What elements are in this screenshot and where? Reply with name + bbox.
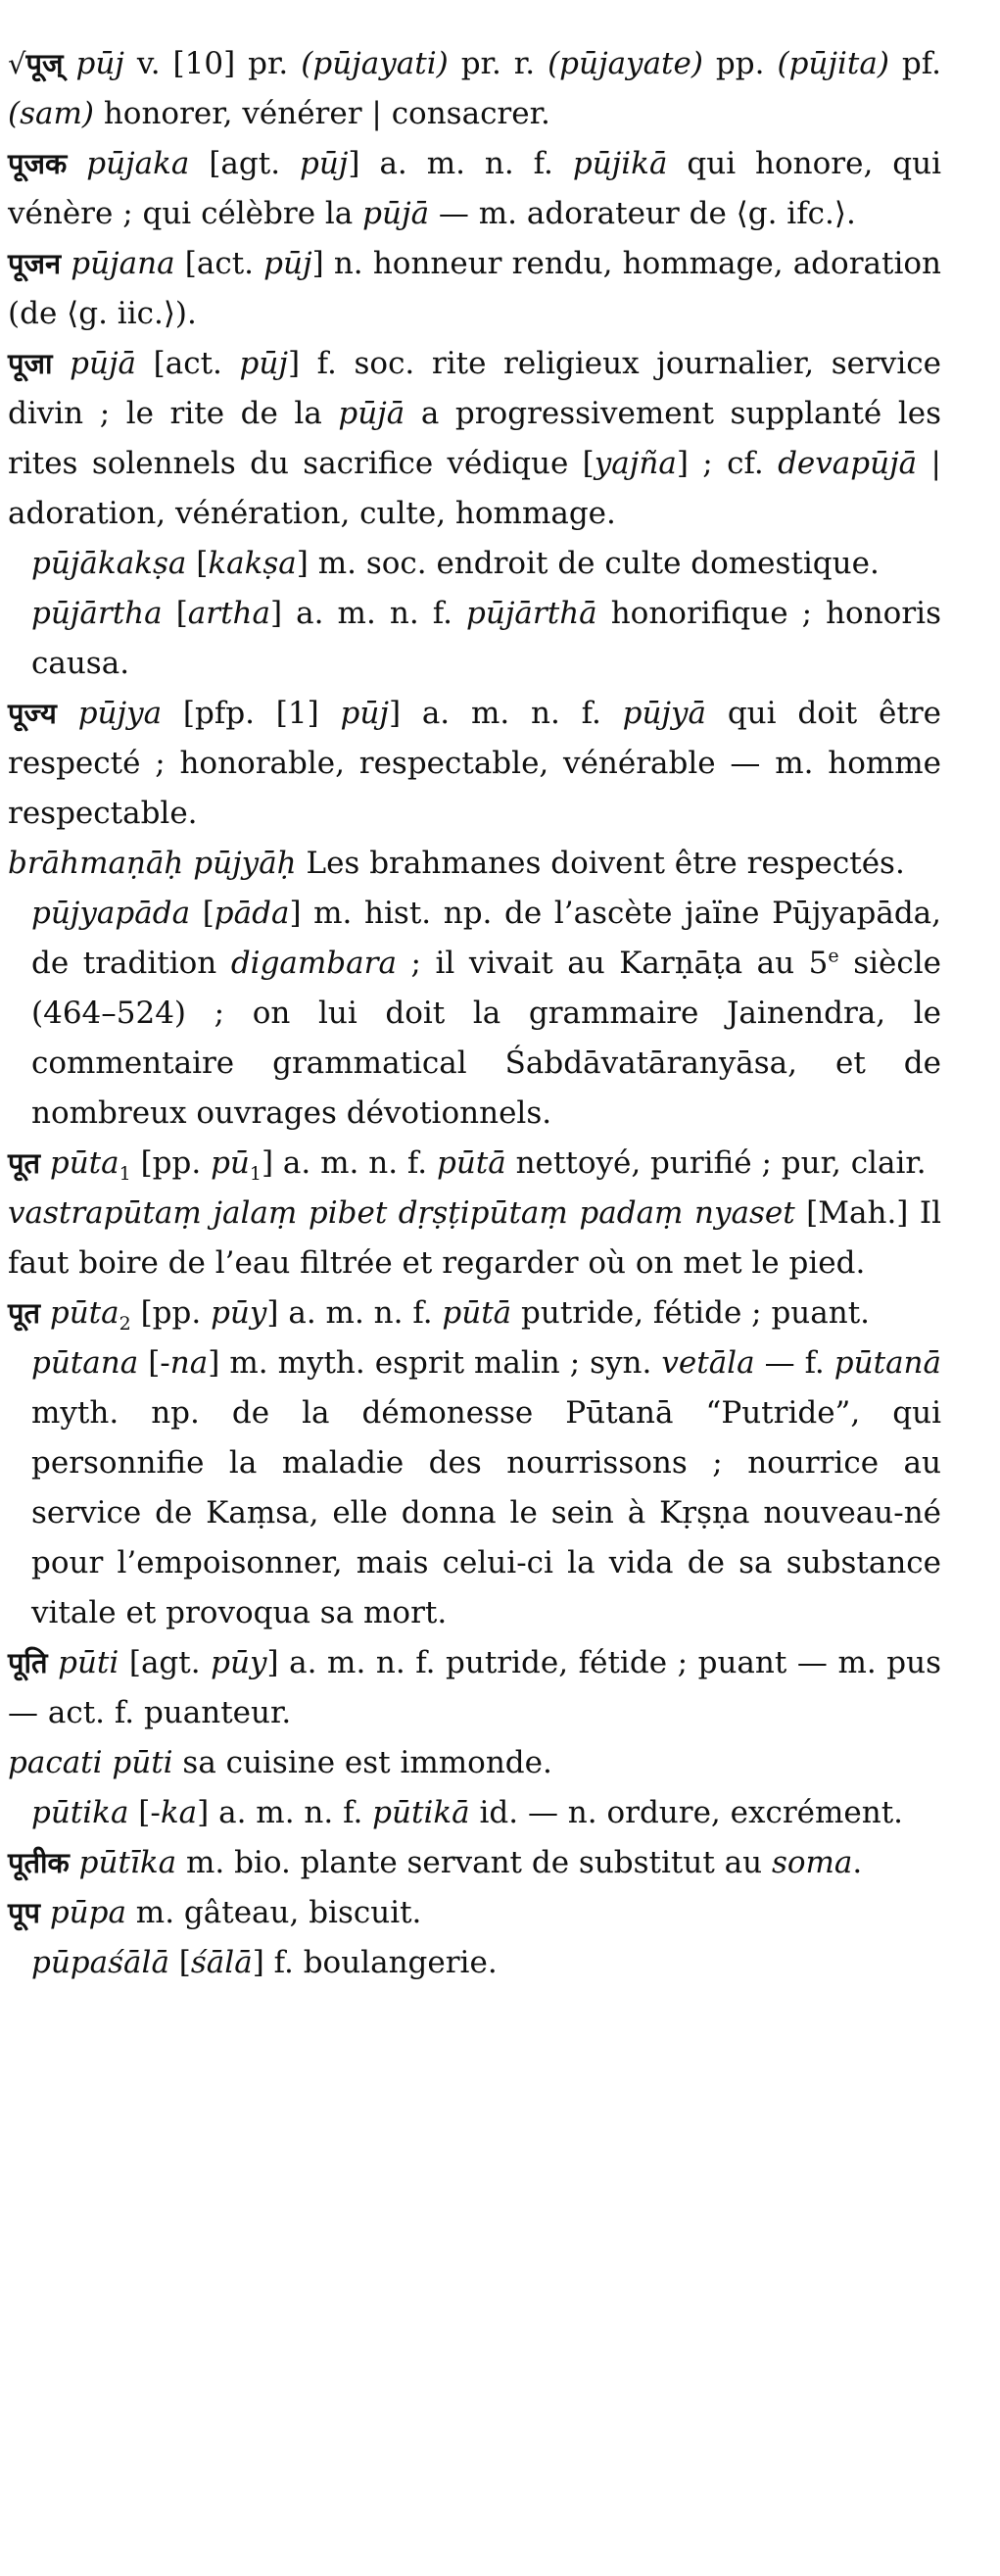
dictionary-entry-puta1	[8, 1139, 941, 1189]
italic-text: yajña	[594, 446, 677, 481]
entry-text	[40, 1895, 50, 1930]
entry-text	[48, 1645, 59, 1680]
italic-text: pūjārthā	[466, 596, 597, 631]
entry-text: id. — n. ordure, excrément.	[469, 1795, 904, 1830]
italic-text: pūj	[263, 246, 312, 281]
entry-text: ] f. soc. rite religieux journalier, service divin ; le rite de la	[8, 346, 941, 431]
entry-text: ] a. m. n. f. putride, fétide ; puant — m. pus — act. f. puanteur.	[8, 1645, 941, 1730]
dictionary-entry-putana	[8, 1338, 941, 1638]
root-sign-icon: √	[8, 47, 26, 80]
dictionary-entry-pujakaksa	[8, 539, 941, 589]
homonym-index: 2	[119, 1313, 131, 1336]
entry-text: [	[186, 546, 209, 581]
entry-text: v. [10] pr.	[123, 46, 302, 81]
entry-text: myth. np. de la démonesse Pūtanā “Putride”, qui personnifie la maladie des nourrissons ; nourrice au service de Kaṃsa, elle donna le sein à Kṛṣṇa nouveau-né pour l’empoisonner, mais celui-ci la vida de sa substance vitale et provoqua sa mort.	[31, 1395, 941, 1630]
italic-text: pūj	[300, 146, 349, 181]
entry-text: pf.	[888, 46, 941, 81]
entry-text: [pfp. [1]	[162, 696, 341, 731]
entry-text: ] m. myth. esprit malin ; syn.	[208, 1345, 662, 1381]
entry-text: m. gâteau, biscuit.	[125, 1895, 422, 1930]
italic-text: pūj	[340, 696, 389, 731]
italic-text: pūta	[49, 1295, 119, 1331]
entry-text: [pp.	[130, 1145, 212, 1181]
dictionary-entry-puta2	[8, 1288, 941, 1338]
italic-text: śālā	[190, 1945, 253, 1980]
entry-text: [agt.	[189, 146, 300, 181]
italic-text: pūjya	[77, 696, 163, 731]
italic-text: pūjā	[70, 346, 137, 381]
headword-devanagari: पूजन	[8, 247, 62, 280]
italic-text: pūj	[75, 46, 124, 81]
entry-text: pr. r.	[448, 46, 548, 81]
italic-text: pūtīka	[78, 1845, 177, 1880]
headword-devanagari: पूतीक	[8, 1846, 70, 1879]
entry-text	[63, 46, 75, 81]
homonym-index: 1	[119, 1163, 131, 1186]
headword-devanagari: पूज्	[25, 47, 64, 80]
entry-text: ; il vivait au Karṇāṭa au 5	[396, 946, 829, 981]
entry-text: ] a. m. n. f.	[388, 696, 623, 731]
superscript: e	[828, 945, 839, 967]
dictionary-entry-puti-example	[8, 1738, 941, 1788]
entry-text	[70, 1845, 79, 1880]
italic-text: (pūjita)	[777, 46, 889, 81]
italic-text: pūy	[211, 1645, 267, 1680]
italic-text: pūjaka	[86, 146, 190, 181]
entry-text: Les brahmanes doivent être respectés.	[296, 846, 905, 881]
entry-text: siècle (464–524) ; on lui doit la grammaire Jainendra, le commentaire grammatical Śabdāvatāranyāsa, et de nombreux ouvrages dévotionnels.	[31, 946, 941, 1131]
italic-text: pūta	[49, 1145, 119, 1181]
entry-text: qui honore, qui vénère ; qui célèbre la	[8, 146, 941, 231]
entry-text: [-	[138, 1345, 170, 1381]
entry-text	[61, 246, 71, 281]
entry-text: pp.	[702, 46, 778, 81]
entry-text: ] a. m. n. f.	[266, 1295, 443, 1331]
entry-text: ] f. boulangerie.	[252, 1945, 498, 1980]
entry-text: honorer, vénérer | consacrer.	[93, 96, 550, 131]
italic-text: pū	[211, 1145, 250, 1181]
dictionary-entry-pujana	[8, 239, 941, 339]
entry-text: putride, fétide ; puant.	[511, 1295, 871, 1331]
italic-text: soma	[771, 1845, 853, 1880]
italic-text: brāhmaṇāḥ pūjyāḥ	[8, 846, 297, 881]
headword-devanagari: पूति	[8, 1646, 48, 1679]
entry-text: [Mah.] Il faut boire de l’eau filtrée et regarder où on met le pied.	[8, 1195, 941, 1281]
dictionary-entry-puti	[8, 1638, 941, 1738]
italic-text: pūtana	[31, 1345, 139, 1381]
headword-devanagari: पूत	[8, 1146, 41, 1180]
dictionary-entry-pujya-example	[8, 839, 941, 889]
italic-text: pūy	[211, 1295, 267, 1331]
entry-text: [act.	[174, 246, 264, 281]
italic-text: ka	[160, 1795, 198, 1830]
italic-text: pūtikā	[372, 1795, 470, 1830]
entry-text: | adoration, vénération, culte, hommage.	[8, 446, 941, 531]
italic-text: devapūjā	[778, 446, 918, 481]
italic-text: pūjā	[362, 196, 430, 231]
italic-text: na	[169, 1345, 209, 1381]
entry-text	[40, 1295, 50, 1331]
entry-text: m. bio. plante servant de substitut au	[176, 1845, 772, 1880]
entry-text: [act.	[136, 346, 240, 381]
entry-text: a progressivement supplanté les rites solennels du sacrifice védique [	[8, 396, 942, 481]
entry-text: ] n. honneur rendu, hommage, adoration (de ⟨g. iic.⟩).	[8, 246, 941, 331]
entry-text: nettoyé, purifié ; pur, clair.	[505, 1145, 927, 1181]
entry-text	[53, 346, 71, 381]
entry-text: [pp.	[130, 1295, 212, 1331]
italic-text: pūjikā	[572, 146, 668, 181]
italic-text: kakṣa	[208, 546, 297, 581]
dictionary-entry-pupa	[8, 1888, 941, 1938]
entry-text	[67, 146, 86, 181]
entry-text: honorifique ; honoris causa.	[31, 596, 941, 681]
entry-text: ] a. m. n. f.	[348, 146, 573, 181]
italic-text: pūtika	[31, 1795, 129, 1830]
italic-text: pāda	[214, 896, 290, 931]
italic-text: artha	[187, 596, 271, 631]
entry-text: [	[168, 1945, 191, 1980]
headword-devanagari: पूजक	[8, 147, 68, 180]
entry-text: [agt.	[119, 1645, 212, 1680]
italic-text: pūtā	[436, 1145, 506, 1181]
headword-devanagari: पूज्य	[8, 697, 57, 730]
italic-text: pūjā	[338, 396, 405, 431]
entry-text: ] m. soc. endroit de culte domestique.	[296, 546, 880, 581]
dictionary-entry-pujartha	[8, 589, 941, 689]
entry-text: qui doit être respecté ; honorable, respectable, vénérable — m. homme respectable.	[8, 696, 941, 831]
entry-text: [	[190, 896, 214, 931]
entry-text	[57, 696, 78, 731]
italic-text: pūpa	[49, 1895, 126, 1930]
dictionary-entry-putika-plant	[8, 1838, 941, 1888]
italic-text: pūpaśālā	[31, 1945, 169, 1980]
italic-text: vetāla	[661, 1345, 755, 1381]
entry-text: ] a. m. n. f.	[270, 596, 467, 631]
italic-text: (sam)	[8, 96, 94, 131]
italic-text: pūj	[239, 346, 288, 381]
italic-text: pūjyapāda	[31, 896, 191, 931]
dictionary-entry-pujyapada	[8, 889, 941, 1139]
italic-text: pūjyā	[622, 696, 707, 731]
entry-text: sa cuisine est immonde.	[172, 1745, 552, 1780]
italic-text: pūjārtha	[31, 596, 163, 631]
dictionary-entry-pupasala	[8, 1938, 941, 1988]
dictionary-entry-pujaka	[8, 139, 941, 239]
entry-text: ] m. hist. np. de l’ascète jaïne Pūjyapāda, de tradition	[31, 896, 942, 981]
entry-text: .	[852, 1845, 863, 1880]
dictionary-entry-puja	[8, 339, 941, 539]
italic-text: (pūjayati)	[301, 46, 449, 81]
dictionary-entry-puj-root	[8, 39, 941, 139]
entry-text: — f.	[754, 1345, 834, 1381]
italic-text: pūti	[58, 1645, 119, 1680]
entry-text: [-	[128, 1795, 161, 1830]
dictionary-entry-putika	[8, 1788, 941, 1838]
italic-text: digambara	[230, 946, 397, 981]
headword-devanagari: पूत	[8, 1296, 41, 1330]
entry-text: — m. adorateur de ⟨g. ifc.⟩.	[429, 196, 856, 231]
italic-text: pūjana	[71, 246, 175, 281]
headword-devanagari: पूजा	[8, 347, 53, 380]
italic-text: vastrapūtaṃ jalaṃ pibet dṛṣṭipūtaṃ padaṃ nyaset	[8, 1195, 795, 1231]
entry-text: ] a. m. n. f.	[261, 1145, 437, 1181]
entry-text	[40, 1145, 50, 1181]
entry-text: ] ; cf.	[676, 446, 779, 481]
dictionary-entry-puta1-example	[8, 1189, 941, 1288]
dictionary-entry-pujya	[8, 689, 941, 839]
italic-text: (pūjayate)	[548, 46, 703, 81]
homonym-index: 1	[249, 1163, 262, 1186]
italic-text: pacati pūti	[8, 1745, 173, 1780]
italic-text: pūjākakṣa	[31, 546, 187, 581]
entry-text: [	[162, 596, 188, 631]
italic-text: pūtā	[442, 1295, 512, 1331]
italic-text: pūtanā	[833, 1345, 941, 1381]
entry-text: ] a. m. n. f.	[197, 1795, 373, 1830]
headword-devanagari: पूप	[8, 1896, 40, 1929]
